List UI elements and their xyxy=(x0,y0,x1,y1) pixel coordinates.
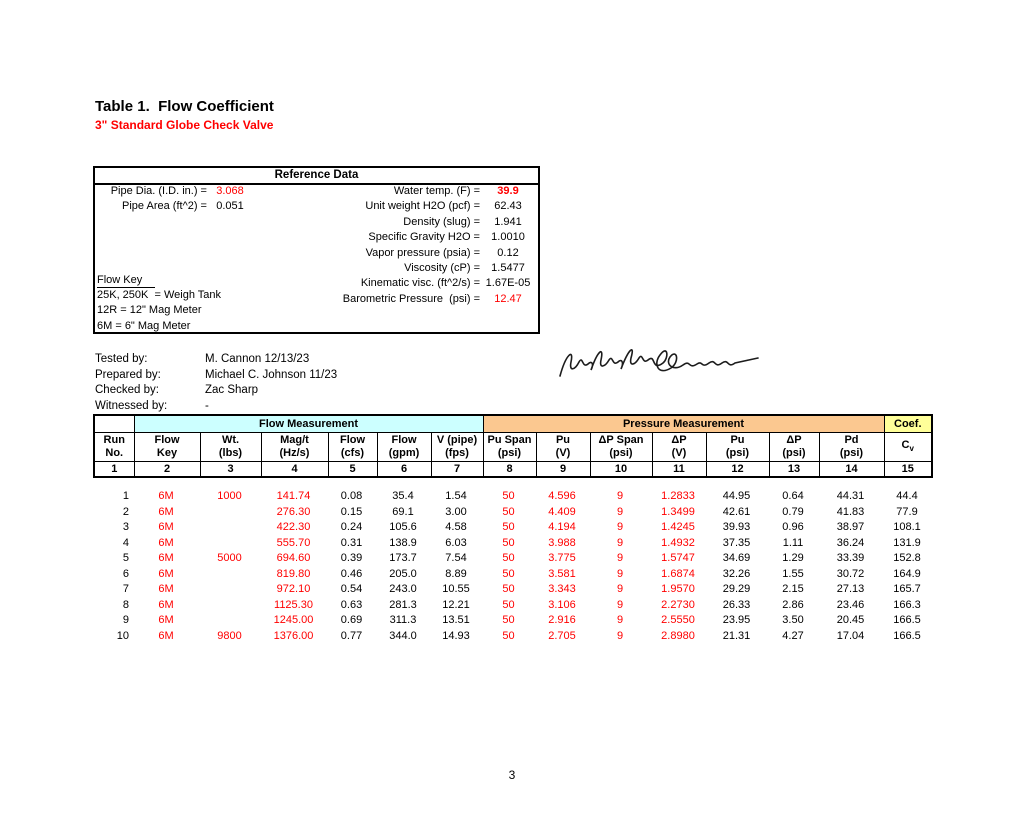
table-cell: 0.15 xyxy=(340,505,363,518)
table-cell: 0.63 xyxy=(340,598,363,611)
column-header-line1: Mag/t xyxy=(280,433,309,446)
group-header-row xyxy=(94,415,932,433)
table-cell: 3.00 xyxy=(445,505,467,518)
table-cell: 6M xyxy=(158,598,174,611)
reference-right-value: 62.43 xyxy=(494,200,522,213)
column-number-row xyxy=(94,462,932,478)
table-cell: 50 xyxy=(502,583,515,595)
reference-left-value: 0.051 xyxy=(216,200,244,213)
table-cell: 6.03 xyxy=(445,536,467,549)
table-cell: 819.80 xyxy=(276,567,311,580)
reference-right-value: 1.941 xyxy=(494,215,522,228)
table-cell: 9 xyxy=(616,598,624,611)
column-header-line2: (psi) xyxy=(782,447,806,459)
column-header-cell xyxy=(261,433,328,462)
table-cell: 131.9 xyxy=(893,536,921,549)
flow-coefficient-table-data xyxy=(93,489,931,644)
table-row xyxy=(93,613,931,629)
table-cell: 555.70 xyxy=(276,536,311,549)
table-cell: 13.51 xyxy=(442,614,470,626)
table-cell: 1.4932 xyxy=(661,536,695,549)
table-cell: 311.3 xyxy=(389,614,417,626)
table-cell: 2.5550 xyxy=(661,614,695,626)
table-cell: 12.21 xyxy=(442,598,470,611)
table-cell: 7.54 xyxy=(445,552,467,564)
column-header-line1: ΔP xyxy=(786,433,802,446)
table-cell: 77.9 xyxy=(896,505,918,518)
table-row xyxy=(93,598,931,614)
table-cell: 50 xyxy=(502,629,515,642)
table-cell: 4.596 xyxy=(548,490,576,502)
table-cell: 6M xyxy=(158,552,174,564)
column-number-cell: 13 xyxy=(769,462,819,478)
table-cell: 10 xyxy=(116,629,129,642)
table-row xyxy=(93,489,931,505)
table-cell xyxy=(199,536,260,552)
table-cell: 44.95 xyxy=(722,490,751,502)
table-cell: 1.55 xyxy=(782,567,804,580)
table-cell: 6M xyxy=(158,505,174,518)
table-cell: 0.69 xyxy=(340,614,363,626)
column-header-line1: Flow xyxy=(339,433,366,446)
table-row xyxy=(93,520,931,536)
reference-left-value: 3.068 xyxy=(216,185,244,197)
table-row xyxy=(93,582,931,598)
table-cell: 4.409 xyxy=(548,505,576,518)
reference-left-row xyxy=(95,184,253,199)
table-cell: 3.50 xyxy=(782,614,804,626)
table-cell: 2.2730 xyxy=(661,598,695,611)
table-cell: 1.2833 xyxy=(661,490,695,502)
table-cell: 9 xyxy=(616,490,624,502)
reference-data-header: Reference Data xyxy=(95,168,538,185)
table-cell: 344.0 xyxy=(389,629,417,642)
table-cell: 0.79 xyxy=(782,505,804,518)
reference-right-value: 12.47 xyxy=(494,292,522,305)
table-cell: 0.39 xyxy=(340,552,363,564)
table-cell: 36.24 xyxy=(836,536,865,549)
column-header-cell xyxy=(769,433,819,462)
table-cell: 138.9 xyxy=(389,536,417,549)
table-cell: 276.30 xyxy=(276,505,311,518)
table-cell: 50 xyxy=(502,567,515,580)
table-cell: 69.1 xyxy=(392,505,414,518)
column-header-line1: Pu xyxy=(730,433,745,446)
table-cell: 23.95 xyxy=(722,614,751,626)
page-number: 3 xyxy=(508,768,516,782)
table-cell: 1376.00 xyxy=(273,629,314,642)
column-header-line2: (fps) xyxy=(445,447,469,459)
table-cell: 50 xyxy=(502,490,515,502)
table-cell: 27.13 xyxy=(836,583,865,595)
table-cell: 4.58 xyxy=(445,521,467,533)
column-number-cell: 1 xyxy=(94,462,134,478)
table-cell: 1.5747 xyxy=(661,552,695,564)
column-header-cell xyxy=(652,433,706,462)
flow-key-item: 12R = 12" Mag Meter xyxy=(97,304,202,317)
table-cell xyxy=(199,567,260,583)
table-cell: 3.775 xyxy=(548,552,576,564)
table-cell: 1.6874 xyxy=(661,567,695,580)
column-header-line2: (Hz/s) xyxy=(279,447,310,459)
signoff-value: Michael C. Johnson 11/23 xyxy=(205,368,338,381)
table-cell xyxy=(199,598,260,614)
column-header-cell xyxy=(536,433,590,462)
valve-subtitle: 3" Standard Globe Check Valve xyxy=(95,118,274,132)
column-header-cell xyxy=(431,433,483,462)
table-cell: 2.916 xyxy=(548,614,576,626)
table-row xyxy=(93,567,931,583)
column-header-line1: ΔP Span xyxy=(598,433,644,446)
signoff-row xyxy=(95,383,337,399)
column-header-line2: (psi) xyxy=(497,447,522,459)
group-header-cell: Flow Measurement xyxy=(134,415,483,433)
table-cell: 50 xyxy=(502,521,515,533)
column-header-line1: Pd xyxy=(844,433,859,446)
table-cell: 2 xyxy=(122,505,129,518)
reference-left-label: Pipe Area (ft^2) = xyxy=(122,200,207,213)
table-cell: 5000 xyxy=(217,552,242,564)
table-cell: 20.45 xyxy=(836,614,865,626)
reference-right-label: Specific Gravity H2O = xyxy=(368,231,480,244)
table-cell: 8.89 xyxy=(445,567,467,580)
table-cell: 173.7 xyxy=(389,552,417,564)
signoff-block xyxy=(95,352,337,414)
reference-right-value: 1.5477 xyxy=(491,261,525,274)
column-header-cell xyxy=(200,433,261,462)
signoff-value: M. Cannon 12/13/23 xyxy=(205,353,310,365)
column-header-row xyxy=(94,433,932,462)
column-number-cell: 4 xyxy=(261,462,328,478)
table-cell: 5 xyxy=(122,552,129,564)
table-cell: 6 xyxy=(122,567,129,580)
table-cell: 6M xyxy=(158,567,174,580)
flow-key-items xyxy=(97,288,221,334)
column-header-cell xyxy=(134,433,200,462)
signoff-label: Witnessed by: xyxy=(95,399,168,412)
table-cell: 50 xyxy=(502,552,515,564)
column-header-line2: (lbs) xyxy=(218,447,243,459)
table-cell: 41.83 xyxy=(836,505,865,518)
signoff-value: Zac Sharp xyxy=(205,384,259,396)
reference-left-column xyxy=(95,184,253,215)
column-header-line2: (V) xyxy=(671,447,687,459)
signoff-value: - xyxy=(205,399,209,412)
table-cell: 30.72 xyxy=(836,567,865,580)
table-cell: 1 xyxy=(122,490,129,502)
table-cell: 6M xyxy=(158,521,174,533)
table-cell: 0.08 xyxy=(340,490,363,502)
column-header-line1: C xyxy=(901,438,910,451)
reference-left-label: Pipe Dia. (I.D. in.) = xyxy=(110,185,207,197)
table-cell: 50 xyxy=(502,505,515,518)
table-cell: 4.27 xyxy=(782,629,804,642)
table-cell: 972.10 xyxy=(276,583,311,595)
column-header-cell xyxy=(377,433,431,462)
table-row xyxy=(93,536,931,552)
flow-coefficient-table-header xyxy=(93,414,933,478)
table-cell: 2.8980 xyxy=(661,629,695,642)
table-cell: 166.3 xyxy=(893,598,921,611)
reference-right-label: Unit weight H2O (pcf) = xyxy=(365,200,480,213)
column-number-cell: 6 xyxy=(377,462,431,478)
column-number-cell: 8 xyxy=(483,462,536,478)
table-cell: 29.29 xyxy=(722,583,751,595)
column-header-line2: Key xyxy=(156,447,178,459)
table-cell: 1.11 xyxy=(782,536,804,549)
flow-key-title: Flow Key xyxy=(97,273,155,288)
table-cell: 694.60 xyxy=(276,552,311,564)
column-number-cell: 9 xyxy=(536,462,590,478)
column-header-cell xyxy=(483,433,536,462)
table-cell: 1245.00 xyxy=(273,614,314,626)
column-header-cell xyxy=(706,433,769,462)
reference-right-label: Kinematic visc. (ft^2/s) = xyxy=(360,277,480,290)
table-cell: 0.24 xyxy=(340,521,363,533)
table-cell: 33.39 xyxy=(836,552,865,564)
table-cell: 32.26 xyxy=(722,567,751,580)
column-header-line1: V (pipe) xyxy=(436,433,478,446)
table-cell: 8 xyxy=(122,598,129,611)
table-cell: 422.30 xyxy=(276,521,311,533)
table-cell: 34.69 xyxy=(722,552,751,564)
column-header-line1: Flow xyxy=(154,433,180,446)
table-cell: 164.9 xyxy=(893,567,921,580)
table-cell: 2.86 xyxy=(782,598,804,611)
group-header-cell xyxy=(94,415,134,433)
column-number-cell: 3 xyxy=(200,462,261,478)
reference-left-row xyxy=(95,199,253,214)
table-cell: 0.77 xyxy=(340,629,363,642)
table-cell: 205.0 xyxy=(389,567,417,580)
signature-scribble-icon xyxy=(552,336,762,388)
table-cell: 1.9570 xyxy=(661,583,695,595)
table-cell: 21.31 xyxy=(722,629,751,642)
table-cell: 9 xyxy=(616,505,624,518)
signoff-row xyxy=(95,352,337,368)
table-cell: 35.4 xyxy=(392,490,414,502)
reference-right-value: 1.67E-05 xyxy=(485,277,531,290)
column-header-line1: Wt. xyxy=(221,433,240,446)
table-cell: 165.7 xyxy=(893,583,921,595)
flow-key-legend xyxy=(97,273,221,334)
table-cell: 9 xyxy=(616,583,624,595)
column-number-cell: 5 xyxy=(328,462,377,478)
table-cell: 3.106 xyxy=(548,598,576,611)
column-number-cell: 11 xyxy=(652,462,706,478)
column-number-cell: 2 xyxy=(134,462,200,478)
signoff-row xyxy=(95,399,337,415)
column-header-line1: ΔP xyxy=(671,433,687,446)
table-cell: 108.1 xyxy=(893,521,921,533)
signoff-label: Checked by: xyxy=(95,384,159,396)
table-cell: 0.31 xyxy=(340,536,363,549)
reference-right-label: Barometric Pressure (psi) = xyxy=(342,292,480,305)
table-cell: 9 xyxy=(616,567,624,580)
table-cell: 243.0 xyxy=(389,583,417,595)
table-cell: 6M xyxy=(158,614,174,626)
column-header-line2: (cfs) xyxy=(340,447,365,459)
table-cell: 0.54 xyxy=(340,583,363,595)
table-cell: 0.64 xyxy=(782,490,804,502)
table-cell: 10.55 xyxy=(442,583,470,595)
table-row xyxy=(93,505,931,521)
table-cell: 141.74 xyxy=(276,490,311,502)
table-cell: 2.705 xyxy=(548,629,576,642)
table-cell: 9800 xyxy=(217,629,242,642)
column-number-cell: 12 xyxy=(706,462,769,478)
column-header-cell xyxy=(328,433,377,462)
table-cell: 4 xyxy=(122,536,129,549)
table-cell: 6M xyxy=(158,536,174,549)
column-header-line2: (psi) xyxy=(839,447,864,459)
table-cell: 9 xyxy=(616,629,624,642)
reference-right-value: 1.0010 xyxy=(491,231,525,244)
table-cell: 7 xyxy=(122,583,129,595)
column-header-line2: (gpm) xyxy=(388,447,420,459)
table-cell: 3.581 xyxy=(548,567,576,580)
table-cell xyxy=(199,582,260,598)
table-cell: 37.35 xyxy=(722,536,751,549)
table-cell: 4.194 xyxy=(548,521,576,533)
table-row xyxy=(93,551,931,567)
table-cell: 50 xyxy=(502,614,515,626)
column-header-cell xyxy=(94,433,134,462)
reference-right-value: 39.9 xyxy=(497,185,519,197)
table-cell: 2.15 xyxy=(782,583,804,595)
table-cell: 14.93 xyxy=(442,629,470,642)
table-cell: 9 xyxy=(616,521,624,533)
reference-right-value: 0.12 xyxy=(497,246,519,259)
table-cell xyxy=(199,613,260,629)
table-cell: 9 xyxy=(616,552,624,564)
signoff-label: Tested by: xyxy=(95,353,148,365)
column-header-line2: No. xyxy=(105,447,124,459)
table-cell: 23.46 xyxy=(836,598,865,611)
table-cell: 50 xyxy=(502,598,515,611)
column-number-cell: 15 xyxy=(884,462,932,478)
table-cell: 9 xyxy=(616,614,624,626)
column-header-cell xyxy=(884,433,932,462)
group-header-cell: Coef. xyxy=(884,415,932,433)
table-cell: 3.343 xyxy=(548,583,576,595)
table-cell: 6M xyxy=(158,490,174,502)
flow-key-item: 25K, 250K = Weigh Tank xyxy=(97,289,222,301)
reference-right-label: Water temp. (F) = xyxy=(393,185,480,197)
column-header-cell xyxy=(819,433,884,462)
column-header-line1: Run xyxy=(103,433,125,446)
table-cell: 38.97 xyxy=(836,521,865,533)
table-row xyxy=(93,629,931,645)
signoff-label: Prepared by: xyxy=(95,368,161,381)
table-cell: 105.6 xyxy=(389,521,417,533)
table-title: Table 1. Flow Coefficient xyxy=(95,98,274,115)
table-cell xyxy=(199,505,260,521)
column-number-cell: 10 xyxy=(590,462,652,478)
table-cell: 44.4 xyxy=(896,490,918,502)
column-header-subscript: v xyxy=(909,443,914,453)
reference-right-row xyxy=(95,246,538,261)
column-header-line2: (psi) xyxy=(609,447,633,459)
table-cell: 44.31 xyxy=(836,490,865,502)
column-number-cell: 7 xyxy=(431,462,483,478)
table-cell: 42.61 xyxy=(722,505,751,518)
reference-right-label: Viscosity (cP) = xyxy=(404,261,480,274)
reference-data-box xyxy=(93,166,540,334)
column-number-cell: 14 xyxy=(819,462,884,478)
flow-key-item: 6M = 6" Mag Meter xyxy=(97,319,191,332)
table-cell: 152.8 xyxy=(893,552,921,564)
column-header-cell xyxy=(590,433,652,462)
table-cell: 0.96 xyxy=(782,521,804,533)
table-cell: 1.29 xyxy=(782,552,804,564)
table-cell: 39.93 xyxy=(722,521,751,533)
column-header-line2: (V) xyxy=(555,447,571,459)
column-header-line1: Pu xyxy=(555,433,571,446)
table-cell: 1125.30 xyxy=(274,598,313,611)
table-cell: 166.5 xyxy=(893,614,921,626)
group-header-cell: Pressure Measurement xyxy=(483,415,884,433)
table-cell: 6M xyxy=(158,629,174,642)
table-cell: 1.3499 xyxy=(661,505,695,518)
table-cell: 1.54 xyxy=(445,490,467,502)
table-cell: 9 xyxy=(122,614,129,626)
signoff-row xyxy=(95,368,337,384)
column-header-line2: (psi) xyxy=(725,447,750,459)
table-cell: 0.46 xyxy=(340,567,363,580)
table-cell: 17.04 xyxy=(836,629,865,642)
table-cell: 1000 xyxy=(217,490,242,502)
table-cell: 166.5 xyxy=(893,629,921,642)
table-cell xyxy=(199,520,260,536)
reference-right-row xyxy=(95,215,538,230)
table-cell: 3.988 xyxy=(548,536,576,549)
reference-right-label: Density (slug) = xyxy=(403,215,480,228)
reference-right-row xyxy=(95,230,538,245)
table-cell: 9 xyxy=(616,536,624,549)
reference-right-label: Vapor pressure (psia) = xyxy=(365,246,480,259)
column-header-line1: Pu Span xyxy=(487,433,532,446)
table-cell: 26.33 xyxy=(722,598,751,611)
table-cell: 50 xyxy=(502,536,515,549)
table-cell: 281.3 xyxy=(389,598,417,611)
table-cell: 6M xyxy=(158,583,174,595)
table-cell: 3 xyxy=(122,521,129,533)
column-header-line1: Flow xyxy=(391,433,417,446)
signature-handwriting xyxy=(552,336,762,393)
table-cell: 1.4245 xyxy=(661,521,695,533)
